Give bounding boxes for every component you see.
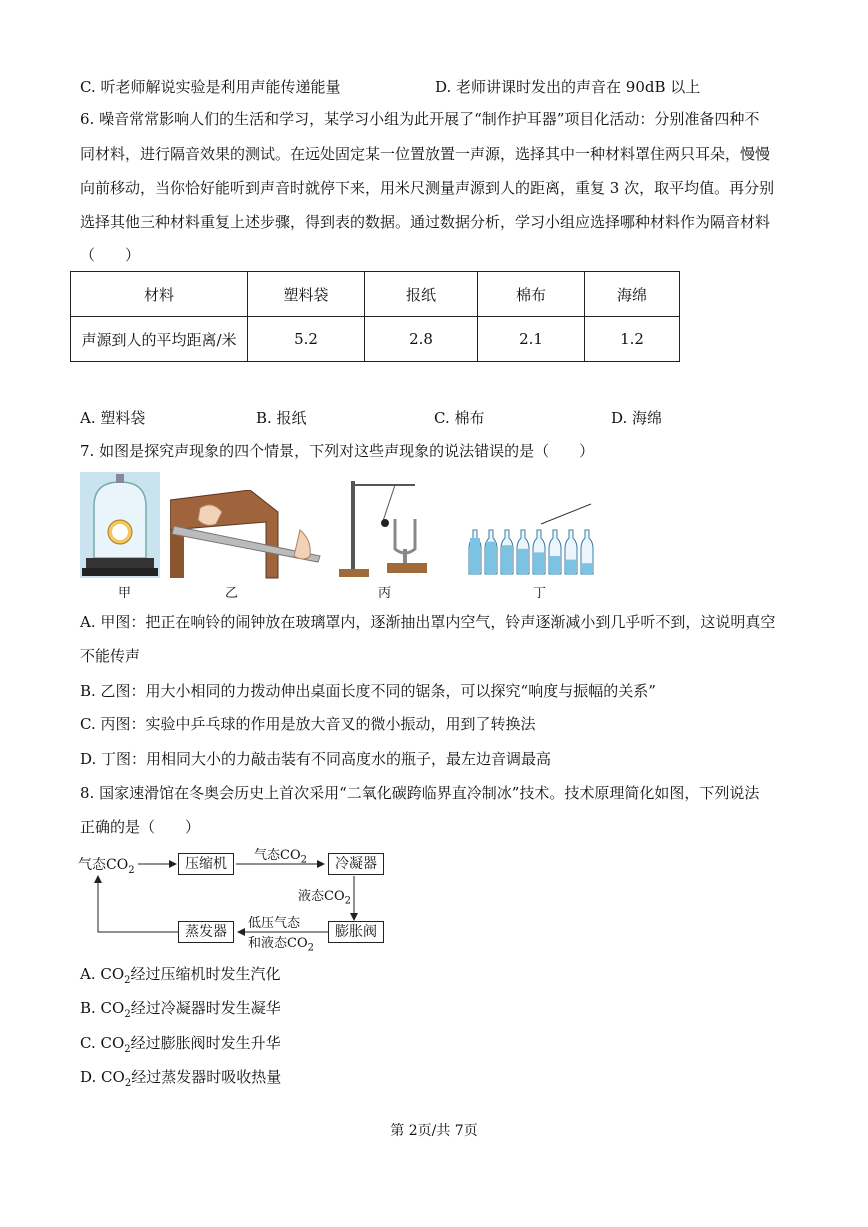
table-row: [71, 317, 680, 362]
table-cell: 棉布: [478, 272, 585, 317]
arrow-right-label: 液态$CO_2$: [298, 889, 351, 907]
q8-option-d: D. $CO_2$经过蒸发器时吸收热量: [80, 1068, 282, 1089]
bottle-water: [582, 563, 592, 574]
arrow-bottom-label-2: 和液态$CO_2$: [248, 936, 314, 954]
page-footer: 第 2页/共 7页: [390, 1123, 478, 1139]
q6-option-d: D. 海绵: [611, 409, 663, 427]
q6-material-table: [70, 271, 680, 362]
q7-stem: 7. 如图是探究声现象的四个情景，下列对这些声现象的说法错误的是（ ）: [80, 442, 595, 460]
table-cell: 报纸: [365, 272, 478, 317]
compressor-box: 压缩机: [178, 853, 234, 875]
q5-option-d: D. 老师讲课时发出的声音在 90dB 以上: [435, 78, 701, 96]
table-cell: 海绵: [585, 272, 680, 317]
bell-jar-icon: [80, 472, 160, 578]
expansion-valve-box: 膨胀阀: [328, 921, 384, 943]
q7-option-d: D. 丁图：用相同大小的力敲击装有不同高度水的瓶子，最左边音调最高: [80, 750, 552, 768]
arrow-top-label: 气态$CO_2$: [254, 848, 307, 866]
table-header-row: [71, 272, 680, 317]
q6-answer-blank: （ ）: [80, 246, 141, 264]
gas-co2-label: 气态$CO_2$: [78, 857, 135, 876]
q8-stem-line-2: 正确的是（ ）: [80, 818, 201, 836]
q7-option-b: B. 乙图：用大小相同的力拨动伸出桌面长度不同的锯条，可以探究“响度与振幅的关系”: [80, 682, 656, 700]
q5-option-c: C. 听老师解说实验是利用声能传递能量: [80, 78, 341, 96]
figure-label-ding: 丁: [533, 586, 547, 601]
bottle-water: [566, 560, 576, 574]
q6-stem-line-1: 6. 噪音常常影响人们的生活和学习，某学习小组为此开展了“制作护耳器”项目化活动：分别准备四种不: [80, 110, 760, 128]
figure-label-yi: 乙: [225, 586, 239, 601]
arrow-bottom-label-1: 低压气态: [248, 916, 301, 931]
q8-option-c: C. $CO_2$经过膨胀阀时发生升华: [80, 1034, 281, 1055]
q7-option-a-line-2: 不能传声: [80, 647, 141, 665]
bottle-water: [502, 545, 512, 574]
figure-label-jia: 甲: [118, 586, 132, 601]
table-cell: 2.8: [365, 317, 478, 362]
q6-option-b: B. 报纸: [256, 409, 307, 427]
q6-option-a: A. 塑料袋: [80, 409, 146, 427]
tuning-fork-figure: [335, 475, 435, 580]
q6-stem-line-3: 向前移动，当你恰好能听到声音时就停下来，用米尺测量声源到人的距离，重复 3 次，取平均值。再分别: [80, 179, 775, 197]
bottle-water: [486, 542, 496, 574]
q6-stem-line-4: 选择其他三种材料重复上述步骤，得到表的数据。通过数据分析，学习小组应选择哪种材料作为隔音材料: [80, 213, 771, 231]
bottle-water: [470, 538, 480, 574]
q6-option-c: C. 棉布: [434, 409, 485, 427]
figure-label-bing: 丙: [378, 586, 392, 601]
table-cell: 2.1: [478, 317, 585, 362]
evaporator-box: 蒸发器: [178, 921, 234, 943]
q7-option-c: C. 丙图：实验中乒乓球的作用是放大音叉的微小振动，用到了转换法: [80, 715, 536, 733]
table-cell: 1.2: [585, 317, 680, 362]
q6-stem-line-2: 同材料，进行隔音效果的测试。在远处固定某一位置放置一声源，选择其中一种材料罩住两只耳朵，慢慢: [80, 145, 771, 163]
bottle-water: [518, 549, 528, 574]
table-cell: 塑料袋: [248, 272, 365, 317]
q8-option-b: B. $CO_2$经过冷凝器时发生凝华: [80, 999, 281, 1020]
condenser-box: 冷凝器: [328, 853, 384, 875]
saw-table-figure: [170, 490, 330, 580]
q8-option-a: A. $CO_2$经过压缩机时发生汽化: [80, 965, 281, 986]
table-cell: 5.2: [248, 317, 365, 362]
table-cell: 材料: [71, 272, 248, 317]
bottle-water: [550, 556, 560, 574]
q7-option-a-line-1: A. 甲图：把正在响铃的闹钟放在玻璃罩内，逐渐抽出罩内空气，铃声逐渐减小到几乎听不到，这说明真空: [80, 613, 776, 631]
q8-stem-line-1: 8. 国家速滑馆在冬奥会历史上首次采用“二氧化碳跨临界直冷制冰”技术。技术原理简化如图，下列说法: [80, 784, 760, 802]
bell-jar-figure: [80, 472, 160, 578]
table-cell: 声源到人的平均距离/米: [71, 317, 248, 362]
bottles-figure: [465, 500, 605, 580]
bottle-water: [534, 552, 544, 574]
